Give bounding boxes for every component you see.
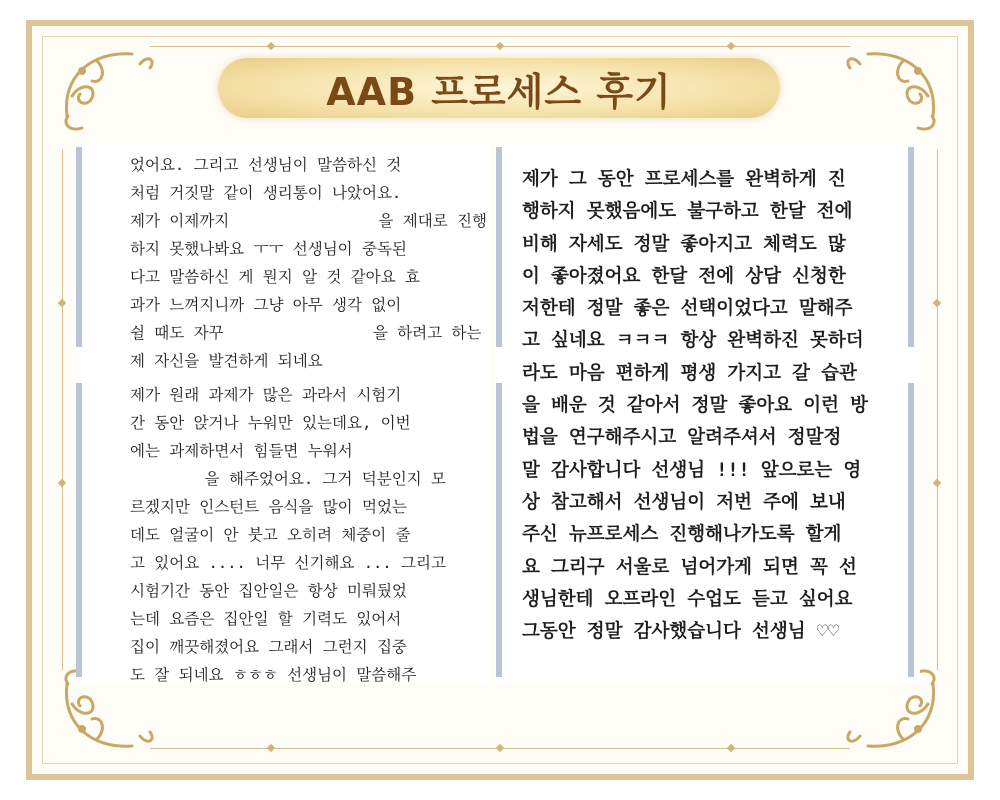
- text-line: 처럼 거짓말 같이 생리통이 나았어요.: [130, 184, 402, 202]
- corner-ornament-top-left: [52, 36, 162, 146]
- text-line: 하지 못했나봐요 ㅜㅜ 선생님이 중독된: [130, 240, 407, 258]
- text-line: 시험기간 동안 집안일은 항상 미뤄뒀었: [130, 582, 407, 600]
- right-panel-accent-bar: [908, 147, 914, 347]
- right-paragraph: [522, 164, 868, 648]
- text-line: 다고 말씀하신 게 뭔지 알 것 같아요 효: [130, 268, 420, 286]
- text-line: 과가 느껴지니까 그냥 아무 생각 없이: [130, 296, 402, 314]
- text-line: 제가 이제까지 을 제대로 진행: [130, 212, 487, 230]
- left-review-panel: [76, 143, 490, 683]
- text-line: 고 싶네요 ㅋㅋㅋ 항상 완벽하진 못하더: [522, 330, 864, 352]
- text-line: 그동안 정말 감사했습니다 선생님 ♡♡: [522, 621, 840, 643]
- text-line: 르겠지만 인스턴트 음식을 많이 먹었는: [130, 498, 407, 516]
- text-line: 데도 얼굴이 안 붓고 오히려 체중이 줄: [130, 526, 411, 544]
- left-panel-accent-bar: [76, 147, 82, 347]
- text-line: 는데 요즘은 집안일 할 기력도 있어서: [130, 610, 402, 628]
- left-deco-line: [62, 150, 63, 670]
- left-panel-accent-bar: [76, 383, 82, 677]
- text-line: 집이 깨끗해졌어요 그래서 그런지 집중: [130, 638, 407, 656]
- title-banner: [218, 58, 780, 118]
- text-line: 을 배운 것 같아서 정말 좋아요 이런 방: [522, 395, 869, 417]
- text-line: 주신 뉴프로세스 진행해나가도록 할게: [522, 524, 842, 546]
- text-line: 말 감사합니다 선생님 !!! 앞으로는 영: [522, 459, 862, 481]
- text-line: 행하지 못했음에도 불구하고 한달 전에: [522, 201, 853, 223]
- right-panel-accent-bar: [496, 383, 502, 677]
- text-line: 제가 그 동안 프로세스를 완벽하게 진: [522, 169, 846, 190]
- text-line: 상 참고해서 선생님이 저번 주에 보내: [522, 491, 846, 513]
- text-line: 비해 자세도 정말 좋아지고 체력도 많: [522, 233, 846, 255]
- text-line: 을 해주었어요. 그거 덕분인지 모: [130, 470, 446, 488]
- text-line: 도 잘 되네요 ㅎㅎㅎ 선생님이 말씀해주: [130, 666, 417, 684]
- right-panel-accent-bar: [496, 147, 502, 347]
- left-paragraph-1: [130, 151, 487, 375]
- text-line: 간 동안 앉거나 누워만 있는데요, 이번: [130, 414, 411, 432]
- text-line: 저한테 정말 좋은 선택이었다고 말해주: [522, 298, 853, 320]
- text-line: 요 그리구 서울로 넘어가게 되면 꼭 선: [522, 556, 857, 578]
- text-line: 제 자신을 발견하게 되네요: [130, 352, 323, 370]
- text-line: 고 있어요 .... 너무 신기해요 ... 그리고: [130, 554, 446, 572]
- left-paragraph-2: [130, 381, 446, 689]
- right-panel-accent-bar: [908, 383, 914, 677]
- corner-ornament-top-right: [838, 36, 948, 146]
- text-line: 법을 연구해주시고 알려주셔서 정말정: [522, 427, 842, 449]
- text-line: 었어요. 그리고 선생님이 말씀하신 것: [130, 156, 402, 174]
- text-line: 이 좋아졌어요 한달 전에 상담 신청한: [522, 265, 846, 287]
- text-line: 쉴 때도 자꾸 을 하려고 하는: [130, 324, 482, 342]
- right-review-panel: [496, 143, 920, 683]
- text-line: 라도 마음 편하게 평생 가지고 갈 습관: [522, 362, 857, 384]
- text-line: 생님한테 오프라인 수업도 듣고 싶어요: [522, 588, 853, 610]
- text-line: 제가 원래 과제가 많은 과라서 시험기: [130, 386, 402, 404]
- right-deco-line: [937, 150, 938, 670]
- text-line: 에는 과제하면서 힘들면 누워서: [130, 442, 353, 460]
- page-title: AAB 프로세스 후기: [326, 69, 672, 114]
